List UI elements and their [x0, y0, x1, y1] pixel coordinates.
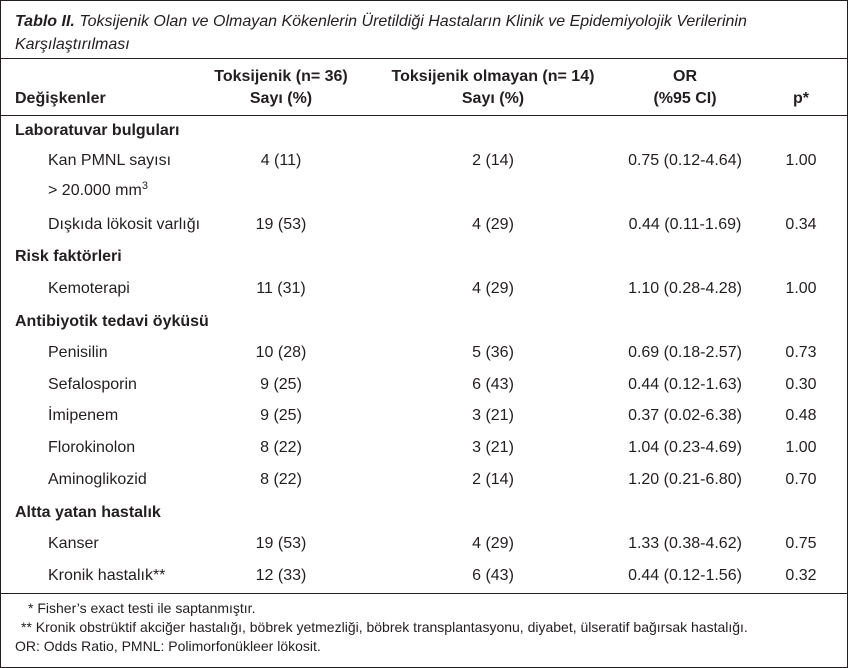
row-p: 1.00: [785, 280, 817, 297]
row-p: 0.70: [785, 471, 817, 488]
footnote-fisher: * Fisher’s exact testi ile saptanmıştır.: [28, 600, 256, 616]
row-toxigenic: 8 (22): [260, 439, 302, 456]
row-nontoxigenic: 2 (14): [472, 471, 514, 488]
row-nontoxigenic: 3 (21): [472, 407, 514, 424]
caption-label: Tablo II.: [15, 13, 75, 30]
row-nontoxigenic: 4 (29): [472, 535, 514, 552]
col-p-header: p*: [793, 90, 809, 107]
row-or: 0.44 (0.11-1.69): [628, 216, 742, 233]
footnote-abbreviations: OR: Odds Ratio, PMNL: Polimorfonükleer lökosit.: [15, 638, 321, 654]
row-toxigenic: 11 (31): [256, 280, 306, 297]
row-label-exponent: 3: [141, 180, 148, 192]
col-variables-header: Değişkenler: [15, 90, 106, 107]
row-toxigenic: 10 (28): [255, 344, 307, 361]
row-or: 1.33 (0.38-4.62): [628, 535, 742, 552]
row-label: Kanser: [48, 535, 99, 552]
row-p: 0.73: [785, 344, 817, 361]
header-rule: [1, 115, 847, 116]
row-or: 1.04 (0.23-4.69): [628, 439, 742, 456]
row-or: 0.44 (0.12-1.63): [628, 376, 742, 393]
bottom-rule: [1, 593, 847, 594]
row-label: Kemoterapi: [48, 280, 130, 297]
row-or: 0.37 (0.02-6.38): [628, 407, 742, 424]
col-nontoxigenic-header: Toksijenik olmayan (n= 14): [391, 68, 595, 85]
row-or: 0.69 (0.18-2.57): [628, 344, 742, 361]
row-toxigenic: 9 (25): [260, 407, 302, 424]
row-nontoxigenic: 6 (43): [472, 567, 514, 584]
section-underlying: Altta yatan hastalık: [15, 504, 161, 521]
section-risk: Risk faktörleri: [15, 248, 122, 265]
caption-text: Toksijenik Olan ve Olmayan Kökenlerin Üretildiği Hastaların Klinik ve Epidemiyolojik Verilerinin Karşılaştırılması: [15, 13, 747, 53]
top-rule: [1, 58, 847, 59]
footnote-chronic-disease: ** Kronik obstrüktif akciğer hastalığı, böbrek yetmezliği, böbrek transplantasyonu, diyabet, ülseratif bağırsak hastalığı.: [21, 619, 748, 635]
row-label: Kronik hastalık**: [48, 567, 166, 584]
row-toxigenic: 19 (53): [255, 216, 307, 233]
row-label: Penisilin: [48, 344, 108, 361]
row-label-threshold: > 20.000 mm: [48, 182, 142, 199]
row-nontoxigenic: 5 (36): [472, 344, 514, 361]
col-ci-unit: (%95 CI): [653, 90, 717, 107]
row-p: 0.34: [785, 216, 817, 233]
col-or-header: OR: [673, 68, 697, 85]
row-label: Aminoglikozid: [48, 471, 147, 488]
row-toxigenic: 12 (33): [255, 567, 307, 584]
row-or: 1.10 (0.28-4.28): [628, 280, 742, 297]
row-p: 1.00: [785, 152, 817, 169]
row-p: 0.30: [785, 376, 817, 393]
row-label: Kan PMNL sayısı: [48, 152, 172, 169]
section-lab: Laboratuvar bulguları: [15, 122, 180, 139]
table-caption: [15, 10, 837, 56]
row-label: İmipenem: [48, 407, 119, 424]
row-nontoxigenic: 4 (29): [472, 216, 514, 233]
row-label: Dışkıda lökosit varlığı: [48, 216, 201, 233]
row-nontoxigenic: 2 (14): [472, 152, 514, 169]
row-toxigenic: 8 (22): [260, 471, 302, 488]
row-p: 1.00: [785, 439, 817, 456]
row-or: 1.20 (0.21-6.80): [628, 471, 742, 488]
row-toxigenic: 19 (53): [255, 535, 307, 552]
row-label-continued: [48, 181, 148, 201]
col-toxigenic-unit: Sayı (%): [249, 90, 313, 107]
row-or: 0.44 (0.12-1.56): [628, 567, 742, 584]
row-label: Florokinolon: [48, 439, 136, 456]
section-antibiotics: Antibiyotik tedavi öyküsü: [15, 313, 209, 330]
row-toxigenic: 4 (11): [260, 152, 302, 169]
row-p: 0.48: [785, 407, 817, 424]
row-nontoxigenic: 3 (21): [472, 439, 514, 456]
row-or: 0.75 (0.12-4.64): [628, 152, 742, 169]
row-p: 0.75: [785, 535, 817, 552]
col-toxigenic-header: Toksijenik (n= 36): [214, 68, 348, 85]
row-nontoxigenic: 4 (29): [472, 280, 514, 297]
row-p: 0.32: [785, 567, 817, 584]
row-nontoxigenic: 6 (43): [472, 376, 514, 393]
row-toxigenic: 9 (25): [260, 376, 302, 393]
col-nontoxigenic-unit: Sayı (%): [461, 90, 525, 107]
row-label: Sefalosporin: [48, 376, 137, 393]
